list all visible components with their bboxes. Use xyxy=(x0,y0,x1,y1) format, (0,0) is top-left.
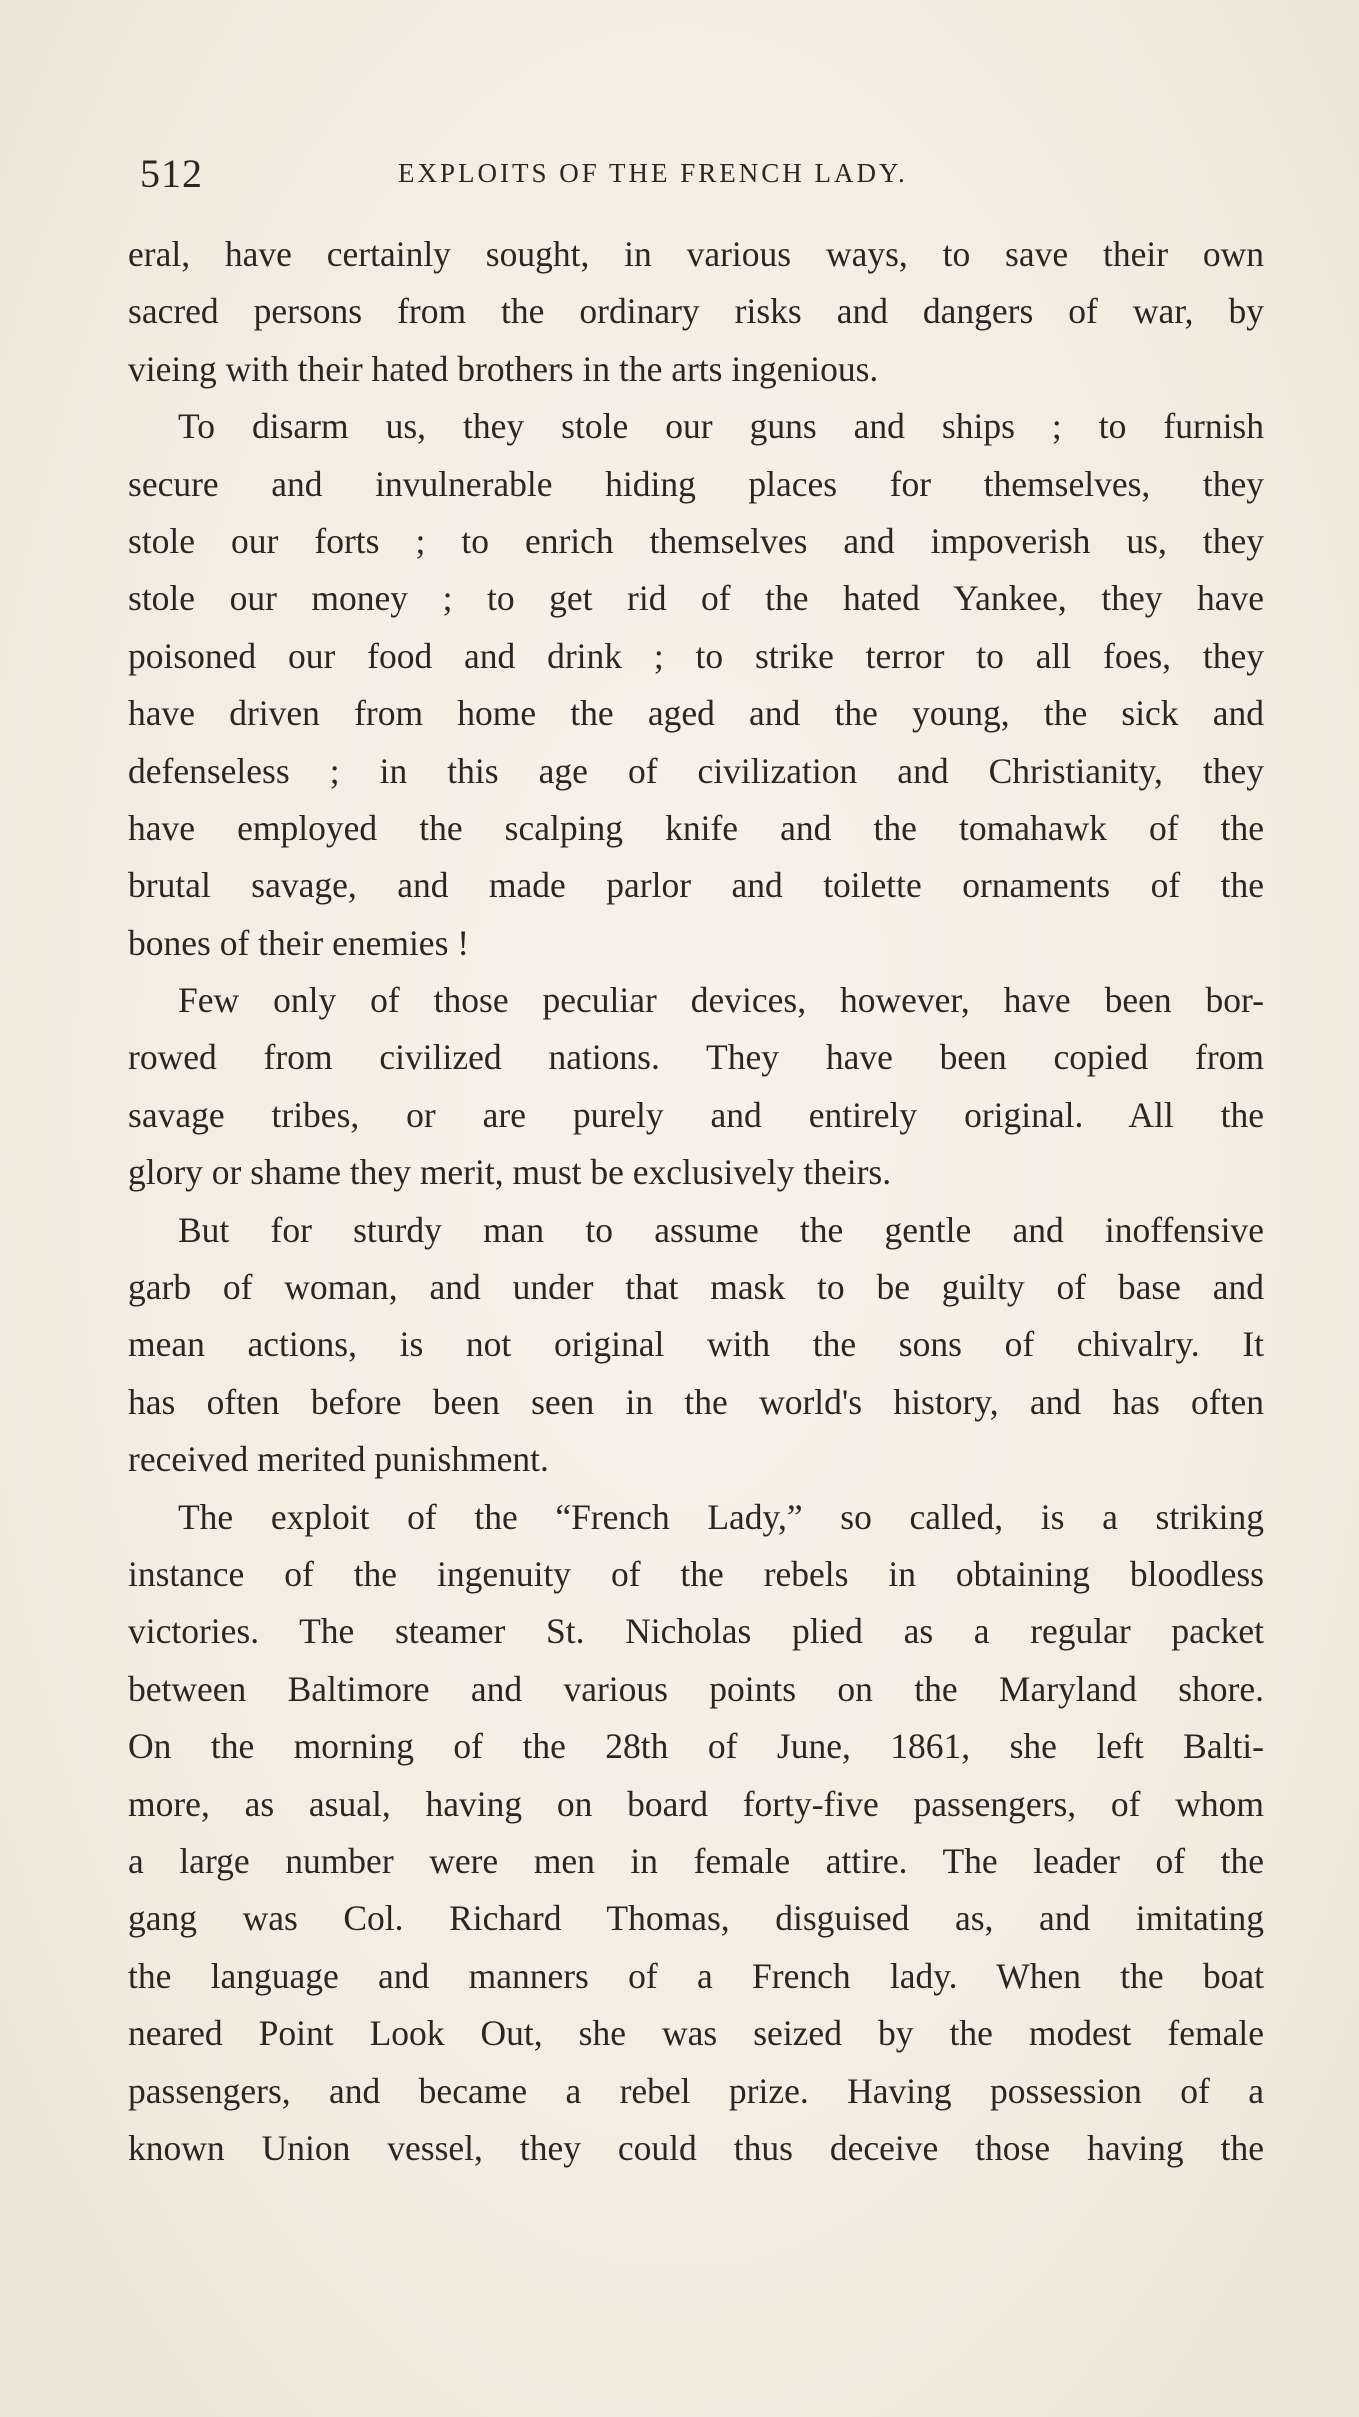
text-line: received merited punishment. xyxy=(128,1439,549,1480)
text-line: have driven from home the aged and the young, the sick and xyxy=(128,693,1264,734)
text-line: sacred persons from the ordinary risks and dangers of war, by xyxy=(128,291,1264,332)
text-line: The exploit of the “French Lady,” so called, is a striking xyxy=(178,1496,1264,1537)
text-line: more, as asual, having on board forty-five passengers, of whom xyxy=(128,1783,1264,1824)
text-line: vieing with their hated brothers in the arts ingenious. xyxy=(128,348,879,389)
text-line: bones of their enemies ! xyxy=(128,922,470,963)
text-line: known Union vessel, they could thus deceive those having the xyxy=(128,2127,1264,2168)
text-line: victories. The steamer St. Nicholas plied as a regular packet xyxy=(128,1611,1264,1652)
text-line: To disarm us, they stole our guns and ships ; to furnish xyxy=(178,406,1264,447)
page-header xyxy=(140,150,1260,200)
text-line: instance of the ingenuity of the rebels in obtaining bloodless xyxy=(128,1553,1264,1594)
text-line: savage tribes, or are purely and entirely original. All the xyxy=(128,1094,1264,1135)
body-text xyxy=(128,226,1264,2177)
text-line: have employed the scalping knife and the tomahawk of the xyxy=(128,807,1264,848)
text-line: secure and invulnerable hiding places for themselves, they xyxy=(128,463,1264,504)
text-line: defenseless ; in this age of civilization and Christianity, they xyxy=(128,750,1264,791)
text-line: On the morning of the 28th of June, 1861, she left Balti- xyxy=(128,1726,1264,1767)
text-line: passengers, and became a rebel prize. Having possession of a xyxy=(128,2070,1264,2111)
text-line: glory or shame they merit, must be exclusively theirs. xyxy=(128,1152,892,1193)
page-number: 512 xyxy=(140,151,203,196)
running-head: EXPLOITS OF THE FRENCH LADY. xyxy=(398,158,908,188)
text-line: between Baltimore and various points on the Maryland shore. xyxy=(128,1668,1264,1709)
text-line: the language and manners of a French lady. When the boat xyxy=(128,1955,1264,1996)
text-line: rowed from civilized nations. They have been copied from xyxy=(128,1037,1264,1078)
text-line: Few only of those peculiar devices, however, have been bor- xyxy=(178,980,1264,1021)
text-line: garb of woman, and under that mask to be guilty of base and xyxy=(128,1267,1264,1308)
text-line: has often before been seen in the world's history, and has often xyxy=(128,1381,1264,1422)
text-line: mean actions, is not original with the sons of chivalry. It xyxy=(128,1324,1264,1365)
text-line: neared Point Look Out, she was seized by the modest female xyxy=(128,2013,1264,2054)
text-line: eral, have certainly sought, in various ways, to save their own xyxy=(128,234,1264,274)
text-line: poisoned our food and drink ; to strike terror to all foes, they xyxy=(128,635,1264,676)
text-line: brutal savage, and made parlor and toilette ornaments of the xyxy=(128,865,1264,906)
text-line: stole our forts ; to enrich themselves and impoverish us, they xyxy=(128,520,1264,561)
text-line: But for sturdy man to assume the gentle and inoffensive xyxy=(178,1209,1264,1250)
text-line: stole our money ; to get rid of the hated Yankee, they have xyxy=(128,578,1264,619)
text-line: a large number were men in female attire. The leader of the xyxy=(128,1840,1264,1881)
text-line: gang was Col. Richard Thomas, disguised as, and imitating xyxy=(128,1898,1264,1939)
